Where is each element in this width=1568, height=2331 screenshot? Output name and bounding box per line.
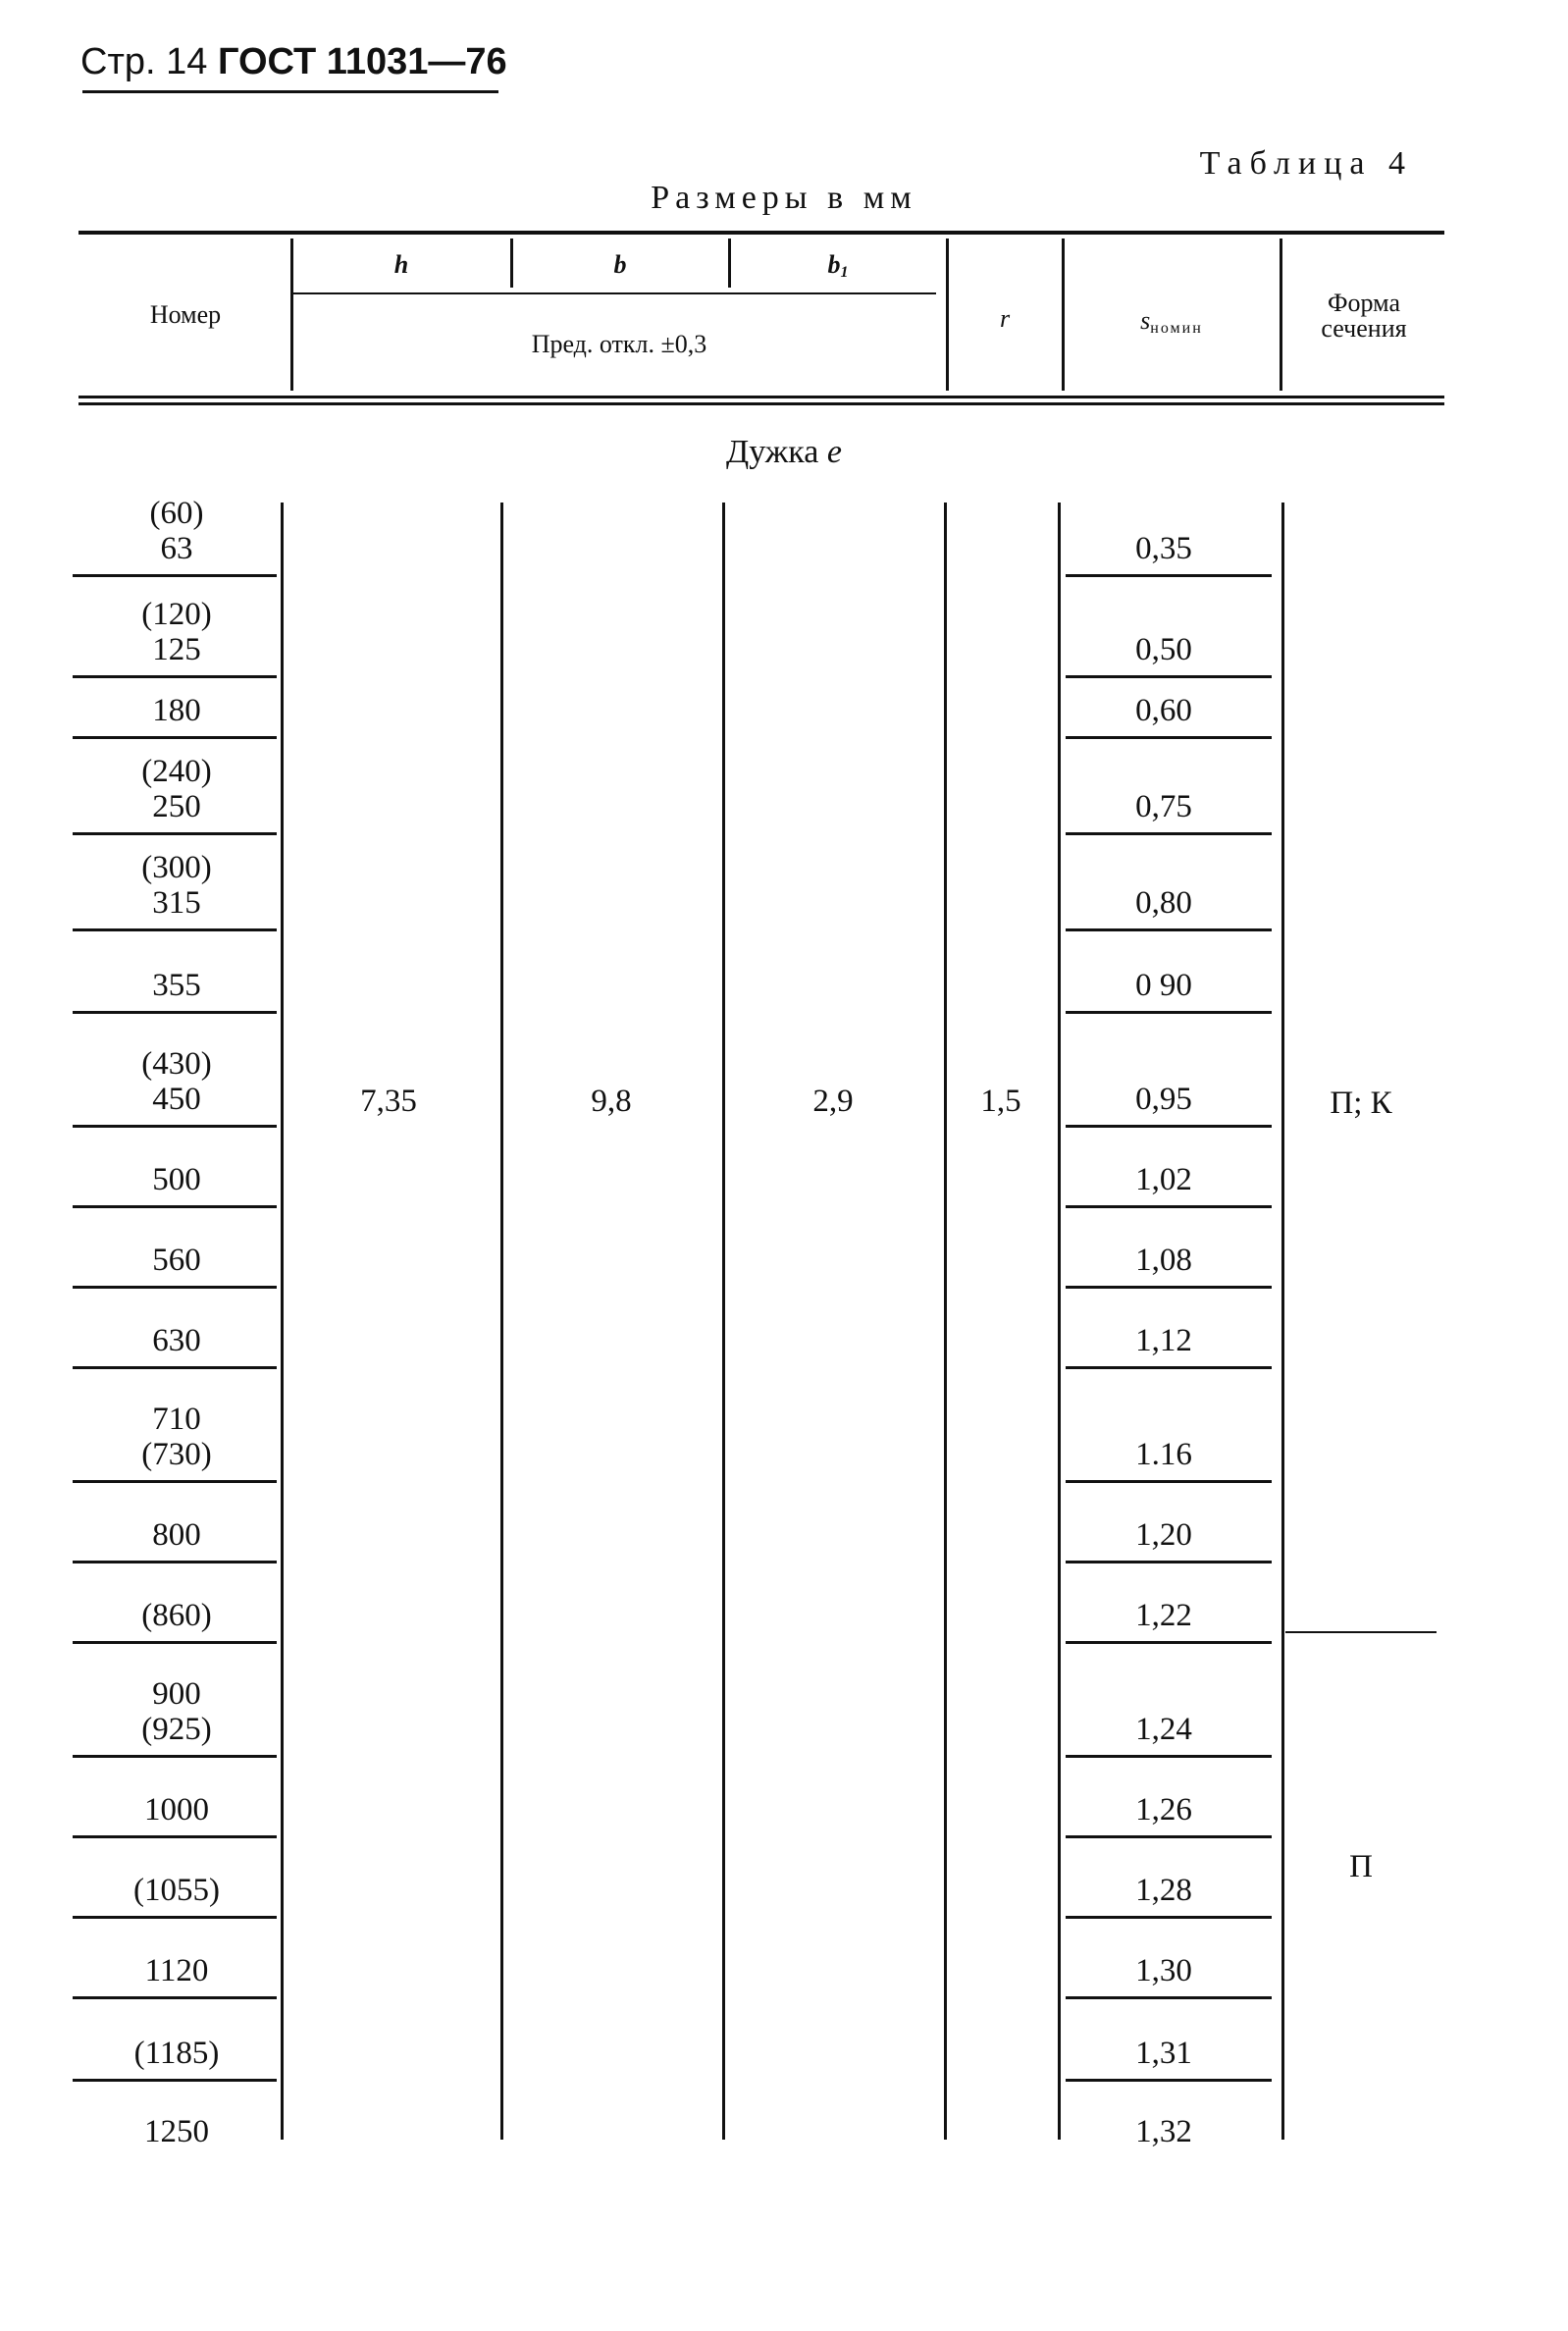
col-form-header: Форма сечения [1321,289,1407,343]
row-rule [1066,832,1272,835]
page-header [80,41,507,83]
col-b-header: b [613,250,627,279]
header-subrule [292,292,936,294]
row-s-value: 1,31 [1135,2036,1192,2071]
row-s-value: 1,32 [1135,2114,1192,2149]
row-s-value: 0,35 [1135,531,1192,566]
col-r-header: r [999,304,1011,333]
row-number: 500 [152,1162,201,1197]
row-rule [73,1996,277,1999]
row-rule [73,1011,277,1014]
form-group-divider [1285,1631,1437,1633]
row-rule [1066,1366,1272,1369]
row-s-value: 1.16 [1135,1437,1192,1472]
row-rule [1066,1916,1272,1919]
row-s-value: 1,24 [1135,1712,1192,1747]
row-rule [1066,1011,1272,1014]
row-rule [73,1755,277,1758]
row-s-value: 1,30 [1135,1953,1192,1988]
units-caption: Размеры в мм [651,180,917,216]
row-s-value: 1,02 [1135,1162,1192,1197]
row-rule [73,736,277,739]
value-b: 9,8 [591,1084,632,1119]
row-rule [73,1205,277,1208]
page-number: Стр. 14 [80,41,208,82]
row-s-value: 0,60 [1135,693,1192,728]
row-rule [1066,1561,1272,1563]
row-rule [1066,736,1272,739]
row-rule [1066,1996,1272,1999]
row-rule [1066,675,1272,678]
col-b1-header: $b_1$ [827,250,849,281]
row-number: 900 (925) [141,1676,212,1747]
row-number: (300) 315 [141,850,212,921]
row-rule [73,675,277,678]
row-s-value: 1,26 [1135,1792,1192,1828]
row-rule [73,832,277,835]
row-rule [1066,2079,1272,2082]
col-number-header: Номер [149,300,222,329]
value-r: 1,5 [980,1084,1021,1119]
body-divider [1281,503,1284,2140]
col-h-header: h [393,250,409,279]
row-s-value: 1,08 [1135,1243,1192,1278]
row-s-value: 0,75 [1135,789,1192,824]
row-number: 1250 [144,2114,209,2149]
row-rule [73,1125,277,1128]
row-s-value: 0,95 [1135,1082,1192,1117]
row-number: (1185) [133,2036,220,2071]
row-s-value: 0 90 [1135,968,1192,1003]
table-label: Таблица 4 [1199,145,1413,182]
row-number: 180 [152,693,201,728]
row-number: 1000 [144,1792,209,1828]
row-rule [1066,1286,1272,1289]
value-h: 7,35 [360,1084,417,1119]
row-rule [73,1641,277,1644]
row-rule [73,574,277,577]
row-number: (1055) [133,1873,220,1908]
row-rule [73,1916,277,1919]
row-s-value: 0,50 [1135,632,1192,667]
row-rule [1066,1205,1272,1208]
header-rule [82,90,498,93]
standard-code: ГОСТ 11031—76 [217,41,507,82]
row-rule [1066,1835,1272,1838]
row-number: 355 [152,968,201,1003]
body-divider [500,503,503,2140]
header-bottom-rule-1 [78,396,1444,398]
row-number: (120) 125 [141,597,212,667]
tolerance-header: Пред. откл. ±0,3 [531,330,707,358]
row-rule [1066,928,1272,931]
row-number: 710 (730) [141,1402,212,1472]
header-divider [1280,238,1282,391]
row-number: 560 [152,1243,201,1278]
row-s-value: 0,80 [1135,885,1192,921]
row-number: 800 [152,1517,201,1553]
header-bottom-rule-2 [78,402,1444,405]
row-rule [73,1835,277,1838]
row-rule [73,2079,277,2082]
section-title: Дужка e [726,434,842,470]
value-b1: 2,9 [812,1084,854,1119]
body-divider [281,503,284,2140]
form-p: П [1349,1849,1373,1884]
row-number: (240) 250 [141,754,212,824]
row-number: 630 [152,1323,201,1358]
body-divider [1058,503,1061,2140]
row-rule [1066,1641,1272,1644]
table-top-rule [78,231,1444,235]
row-number: 1120 [144,1953,209,1988]
row-rule [73,1561,277,1563]
row-rule [73,928,277,931]
row-s-value: 1,28 [1135,1873,1192,1908]
row-rule [1066,1480,1272,1483]
row-rule [1066,574,1272,577]
row-s-value: 1,12 [1135,1323,1192,1358]
form-p-k: П; К [1330,1086,1392,1121]
row-s-value: 1,20 [1135,1517,1192,1553]
body-divider [944,503,947,2140]
row-number: (860) [141,1598,212,1633]
row-rule [73,1286,277,1289]
row-number: (60) 63 [149,496,204,566]
row-rule [1066,1125,1272,1128]
row-rule [73,1366,277,1369]
row-number: (430) 450 [141,1046,212,1117]
row-rule [73,1480,277,1483]
row-s-value: 1,22 [1135,1598,1192,1633]
row-rule [1066,1755,1272,1758]
col-s-header: $s_{номин}$ [1140,306,1203,337]
body-divider [722,503,725,2140]
